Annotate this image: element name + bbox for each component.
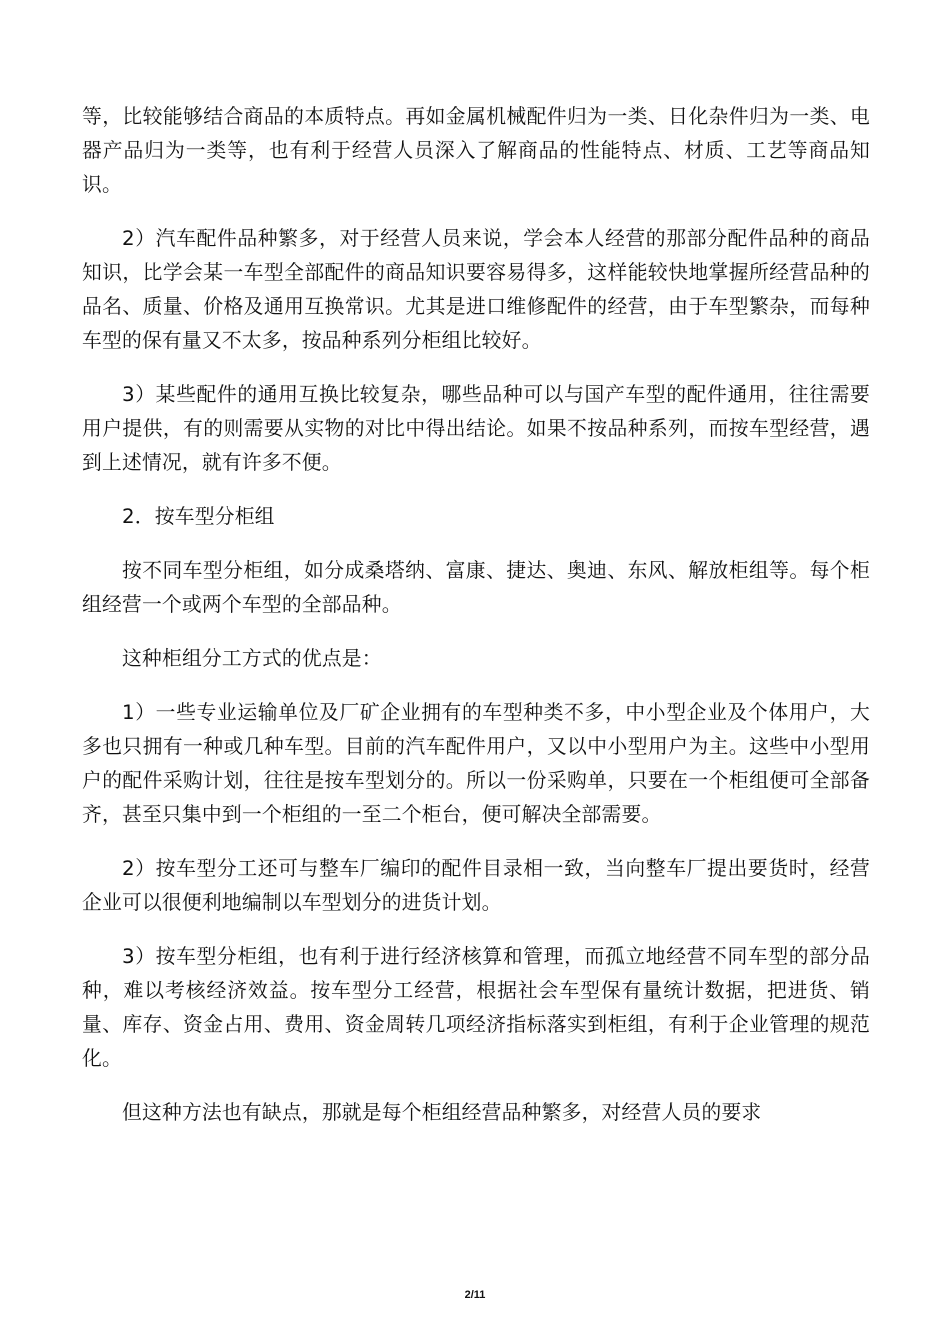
paragraph-disadvantage: 但这种方法也有缺点，那就是每个柜组经营品种繁多，对经营人员的要求	[122, 1101, 762, 1124]
paragraph-item-2: 2）汽车配件品种繁多，对于经营人员来说，学会本人经营的那部分配件品种的商品知识，比学会某一车型全部配件的商品知识要容易得多，这样能较快地掌握所经营品种的品名、质量、价格及通用互换常识。尤其是进口维修配件的经营，由于车型繁杂，而每种车型的保有量又不太多，按品种系列分柜组比较好。	[82, 227, 870, 352]
paragraph-advantage-2: 2）按车型分工还可与整车厂编印的配件目录相一致，当向整车厂提出要货时，经营企业可以很便利地编制以车型划分的进货计划。	[82, 857, 870, 914]
paragraph-advantages-label: 这种柜组分工方式的优点是：	[122, 647, 382, 670]
section-heading: 2．按车型分柜组	[122, 505, 275, 528]
paragraph-continuation: 等，比较能够结合商品的本质特点。再如金属机械配件归为一类、日化杂件归为一类、电器产品归为一类等，也有利于经营人员深入了解商品的性能特点、材质、工艺等商品知识。	[82, 105, 870, 196]
paragraph-intro: 按不同车型分柜组，如分成桑塔纳、富康、捷达、奥迪、东风、解放柜组等。每个柜组经营一个或两个车型的全部品种。	[82, 559, 870, 616]
paragraph-advantage-1: 1）一些专业运输单位及厂矿企业拥有的车型种类不多，中小型企业及个体用户，大多也只拥有一种或几种车型。目前的汽车配件用户，又以中小型用户为主。这些中小型用户的配件采购计划，往往是按车型划分的。所以一份采购单，只要在一个柜组便可全部备齐，甚至只集中到一个柜组的一至二个柜台，便可解决全部需要。	[82, 701, 870, 826]
document-body	[82, 100, 870, 1150]
paragraph-item-3: 3）某些配件的通用互换比较复杂，哪些品种可以与国产车型的配件通用，往往需要用户提供，有的则需要从实物的对比中得出结论。如果不按品种系列，而按车型经营，遇到上述情况，就有许多不便。	[82, 383, 870, 474]
page-number: 2/11	[464, 1289, 486, 1301]
paragraph-advantage-3: 3）按车型分柜组，也有利于进行经济核算和管理，而孤立地经营不同车型的部分品种，难以考核经济效益。按车型分工经营，根据社会车型保有量统计数据，把进货、销量、库存、资金占用、费用、资金周转几项经济指标落实到柜组，有利于企业管理的规范化。	[82, 945, 870, 1070]
